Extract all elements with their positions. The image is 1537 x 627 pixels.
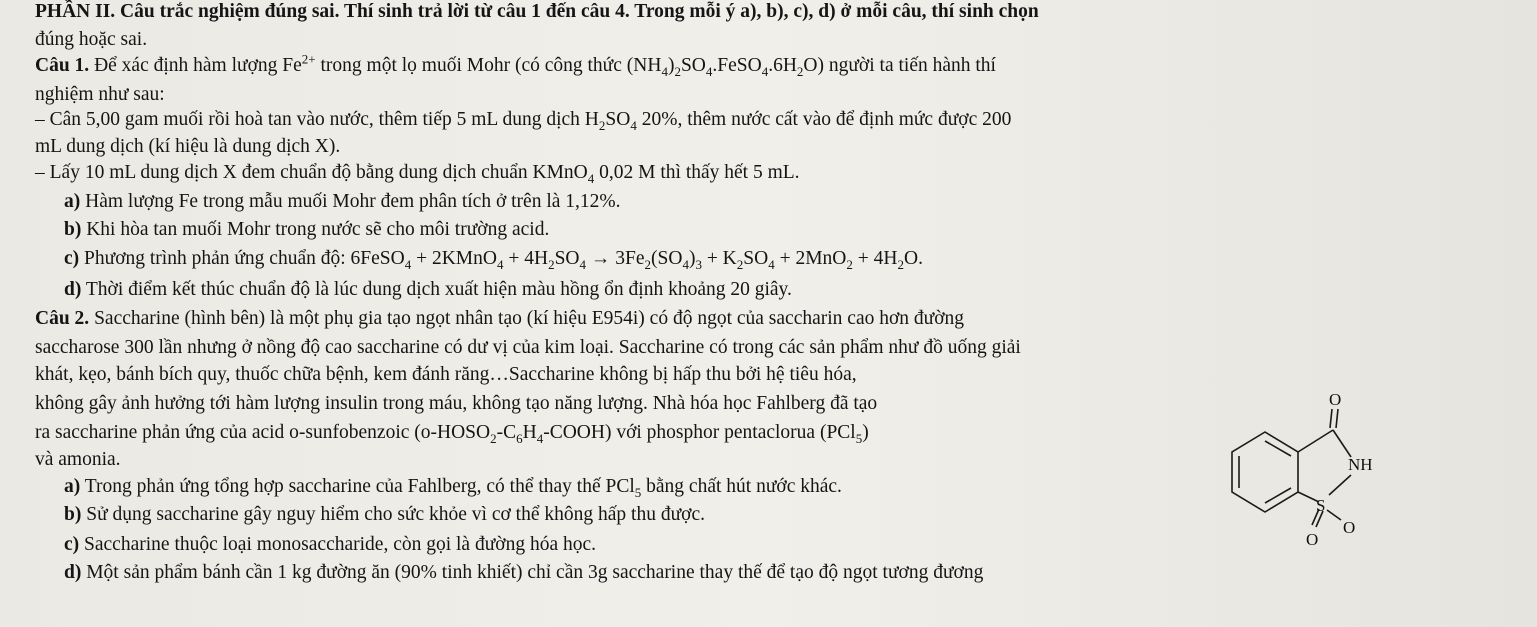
sulfur: S xyxy=(1316,496,1326,515)
q1-option-d: d) Thời điểm kết thúc chuẩn độ là lúc dung dịch xuất hiện màu hồng ổn định khoảng 20 giây. xyxy=(64,279,792,300)
q2-option-c: c) Saccharine thuộc loại monosaccharide, còn gọi là đường hóa học. xyxy=(64,534,597,555)
q2-option-d: d) Một sản phẩm bánh cần 1 kg đường ăn (90% tinh khiết) chỉ cần 3g saccharine thay thế để tạo độ ngọt tương đương xyxy=(64,562,984,583)
q1-step1-line2: mL dung dịch (kí hiệu là dung dịch X). xyxy=(35,136,341,157)
q2-line1: Câu 2. Saccharine (hình bên) là một phụ gia tạo ngọt nhân tạo (kí hiệu E954i) có độ ngọt của saccharin cao hơn đường xyxy=(35,308,965,329)
part-heading: PHẦN II. Câu trắc nghiệm đúng sai. Thí sinh trả lời từ câu 1 đến câu 4. Trong mỗi ý a), b), c), d) ở mỗi câu, thí sinh chọn xyxy=(35,1,1039,22)
benzene-ring xyxy=(1232,432,1298,512)
q2-line3: khát, kẹo, bánh bích quy, thuốc chữa bệnh, kem đánh răng…Saccharine không bị hấp thu bởi hệ tiêu hóa, xyxy=(35,364,857,385)
saccharine-structure xyxy=(1215,385,1385,555)
q2-line4: không gây ảnh hưởng tới hàm lượng insulin trong máu, không tạo năng lượng. Nhà hóa học Fahlberg đã tạo xyxy=(35,393,878,414)
oxygen-top: O xyxy=(1329,390,1342,409)
q2-line6: và amonia. xyxy=(35,449,121,470)
oxygen-left: O xyxy=(1306,530,1319,549)
q1-option-a: a) Hàm lượng Fe trong mẫu muối Mohr đem phân tích ở trên là 1,12%. xyxy=(64,191,621,212)
q1-option-b: b) Khi hòa tan muối Mohr trong nước sẽ cho môi trường acid. xyxy=(64,219,550,240)
q1-step1: – Cân 5,00 gam muối rồi hoà tan vào nước, thêm tiếp 5 mL dung dịch $H_2SO_4$ 20%, thêm nước cất vào để định mức được 200 xyxy=(35,109,1012,133)
part-heading-continued: đúng hoặc sai. xyxy=(35,29,148,50)
oxygen-right: O xyxy=(1343,518,1356,537)
q1-step2: – Lấy 10 mL dung dịch X đem chuẩn độ bằng dung dịch chuẩn KMnO$_4$ 0,02 M thì thấy hết 5 mL. xyxy=(35,162,800,186)
q1-option-c: c) Phương trình phản ứng chuẩn độ: 6FeSO$_4$ + 2KMnO$_4$ + $4H_2SO_4 \to 3Fe_2(SO_4)_3 + K_2SO_4 + 2MnO_2 + 4H_2O$. xyxy=(64,248,923,272)
q1-intro: Câu 1. Để xác định hàm lượng $Fe^{2+}$ trong một lọ muối Mohr (có công thức $(NH_4)_2SO_4.FeSO_4.6H_2O$) người ta tiến hành thí xyxy=(35,51,996,79)
q2-line2: saccharose 300 lần nhưng ở nồng độ cao saccharine có dư vị của kim loại. Saccharine có trong các sản phẩm như đồ uống giải xyxy=(35,337,1021,358)
q2-option-a: a) Trong phản ứng tổng hợp saccharine của Fahlberg, có thể thay thế PCl$_5$ bằng chất hút nước khác. xyxy=(64,476,842,500)
q2-option-b: b) Sử dụng saccharine gây nguy hiểm cho sức khỏe vì cơ thể không hấp thu được. xyxy=(64,504,705,525)
nh-group: NH xyxy=(1348,455,1373,474)
q2-line5: ra saccharine phản ứng của acid o-sunfobenzoic $(o-HOSO_2-C_6H_4-COOH)$ với phosphor pentaclorua (PCl$_5$) xyxy=(35,422,869,446)
q1-intro-line2: nghiệm như sau: xyxy=(35,84,165,105)
